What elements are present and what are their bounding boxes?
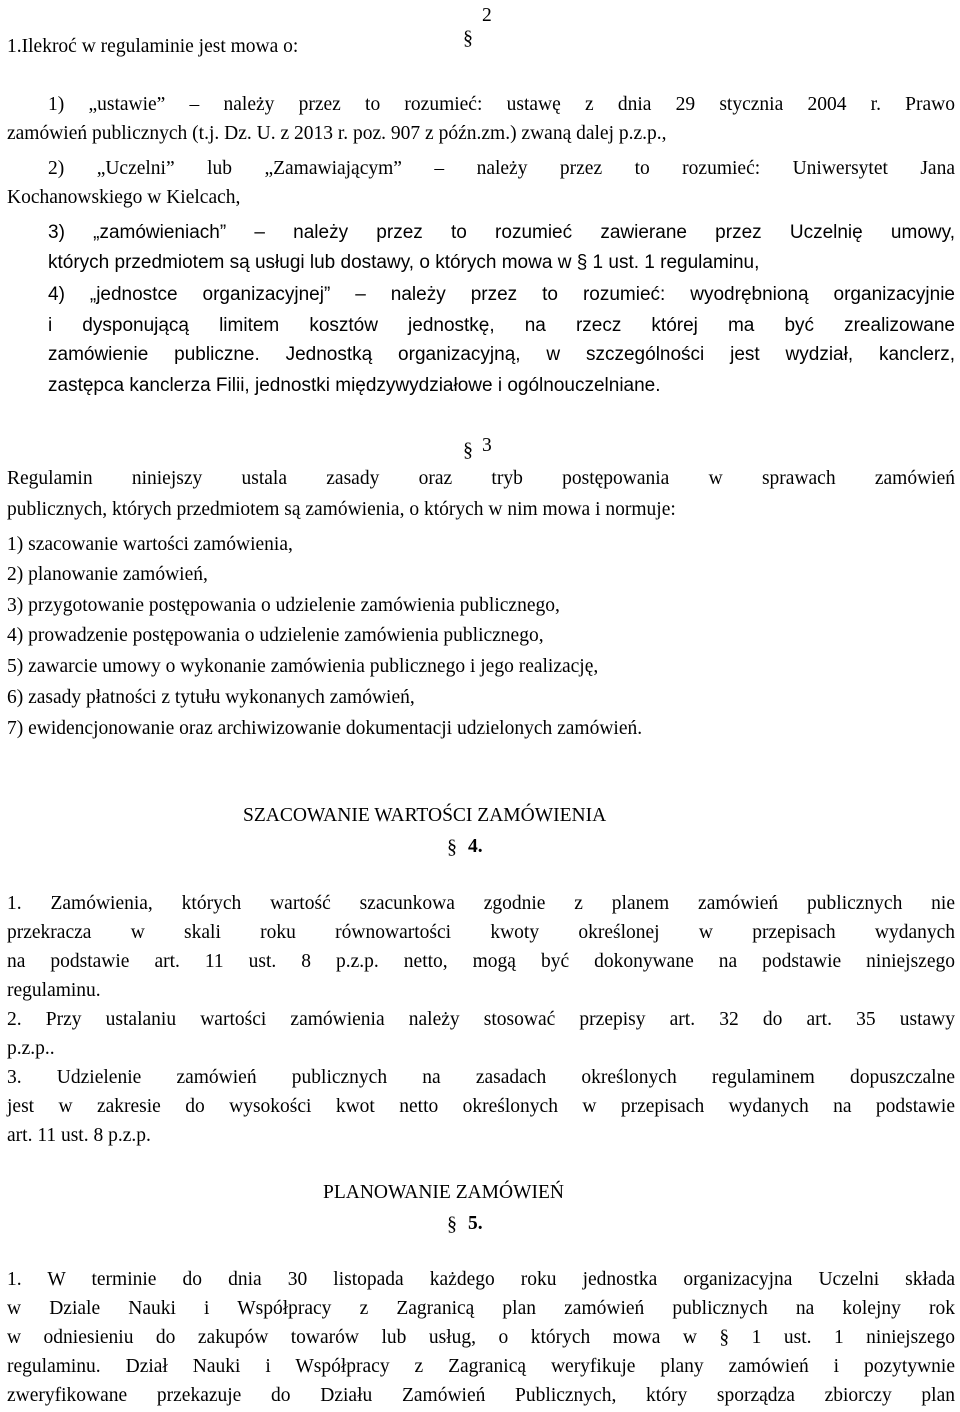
section3-item: 1) szacowanie wartości zamówienia, <box>7 534 293 555</box>
section3-item: 3) przygotowanie postępowania o udzielenie zamówienia publicznego, <box>7 595 560 616</box>
definition-line-6: których przedmiotem są usługi lub dostawy, o których mowa w § 1 ust. 1 regulaminu, <box>48 252 760 273</box>
section5-heading: PLANOWANIE ZAMÓWIEŃ <box>323 1182 564 1203</box>
section4-line-7: 3. Udzielenie zamówień publicznych na zasadach określonych regulaminem dopuszczalne <box>7 1067 955 1088</box>
section-mark-5: § <box>447 1213 457 1235</box>
definition-line-2: zamówień publicznych (t.j. Dz. U. z 2013 r. poz. 907 z późn.zm.) zwaną dalej p.z.p., <box>7 123 667 144</box>
definition-line-4: Kochanowskiego w Kielcach, <box>7 187 241 208</box>
definition-line-5: 3) „zamówieniach” – należy przez to rozumieć zawierane przez Uczelnię umowy, <box>48 222 955 243</box>
definition-line-8: i dysponującą limitem kosztów jednostkę, na rzecz której ma być zrealizowane <box>48 315 955 336</box>
section4-line-1: 1. Zamówienia, których wartość szacunkowa zgodnie z planem zamówień publicznych nie <box>7 893 955 914</box>
section-number-2: 2 <box>482 5 492 26</box>
header-left-text: 1.Ilekroć w regulaminie jest mowa o: <box>7 36 299 57</box>
section3-intro-line-1: Regulamin niniejszy ustala zasady oraz tryb postępowania w sprawach zamówień <box>7 468 955 489</box>
definition-line-3: 2) „Uczelni” lub „Zamawiającym” – należy przez to rozumieć: Uniwersytet Jana <box>48 158 955 179</box>
section-mark-3: § <box>463 439 473 461</box>
section5-line-3: w odniesieniu do zakupów towarów lub usług, o których mowa w § 1 ust. 1 niniejszego <box>7 1327 955 1348</box>
section5-line-4: regulaminu. Dział Nauki i Współpracy z Zagranicą weryfikuje plany zamówień i pozytywnie <box>7 1356 955 1377</box>
section4-line-4: regulaminu. <box>7 980 101 1001</box>
definition-line-9: zamówienie publiczne. Jednostką organizacyjną, w szczególności jest wydział, kanclerz, <box>48 344 955 365</box>
section4-heading: SZACOWANIE WARTOŚCI ZAMÓWIENIA <box>243 805 607 826</box>
section4-line-9: art. 11 ust. 8 p.z.p. <box>7 1125 151 1146</box>
section4-line-6: p.z.p.. <box>7 1038 55 1059</box>
section4-line-5: 2. Przy ustalaniu wartości zamówienia należy stosować przepisy art. 32 do art. 35 ustawy <box>7 1009 955 1030</box>
section3-item: 4) prowadzenie postępowania o udzielenie zamówienia publicznego, <box>7 625 544 646</box>
definition-line-10: zastępca kanclerza Filii, jednostki międzywydziałowe i ogólnouczelniane. <box>48 375 661 396</box>
section3-item: 2) planowanie zamówień, <box>7 564 208 585</box>
section5-line-5: zweryfikowane przekazuje do Działu Zamówień Publicznych, który sporządza zbiorczy plan <box>7 1385 955 1406</box>
section-number-3: 3 <box>482 435 492 456</box>
section4-line-8: jest w zakresie do wysokości kwot netto określonych w przepisach wydanych na podstawie <box>7 1096 955 1117</box>
section3-item: 6) zasady płatności z tytułu wykonanych zamówień, <box>7 687 415 708</box>
section4-line-3: na podstawie art. 11 ust. 8 p.z.p. netto, mogą być dokonywane na podstawie niniejszego <box>7 951 955 972</box>
section3-item: 5) zawarcie umowy o wykonanie zamówienia publicznego i jego realizację, <box>7 656 599 677</box>
section5-line-1: 1. W terminie do dnia 30 listopada każdego roku jednostka organizacyjna Uczelni składa <box>7 1269 955 1290</box>
section-mark-2: § <box>463 27 473 49</box>
section4-line-2: przekracza w skali roku równowartości kwoty określonej w przepisach wydanych <box>7 922 955 943</box>
section3-intro-line-2: publicznych, których przedmiotem są zamówienia, o których w nim mowa i normuje: <box>7 499 676 520</box>
section-mark-4: § <box>447 836 457 858</box>
section-number-5: 5. <box>468 1213 483 1234</box>
definition-line-7: 4) „jednostce organizacyjnej” – należy przez to rozumieć: wyodrębnioną organizacyjnie <box>48 284 955 305</box>
section-number-4: 4. <box>468 836 483 857</box>
definition-line-1: 1) „ustawie” – należy przez to rozumieć: ustawę z dnia 29 stycznia 2004 r. Prawo <box>48 94 955 115</box>
section5-line-2: w Dziale Nauki i Współpracy z Zagranicą plan zamówień publicznych na kolejny rok <box>7 1298 955 1319</box>
section3-item: 7) ewidencjonowanie oraz archiwizowanie dokumentacji udzielonych zamówień. <box>7 718 643 739</box>
